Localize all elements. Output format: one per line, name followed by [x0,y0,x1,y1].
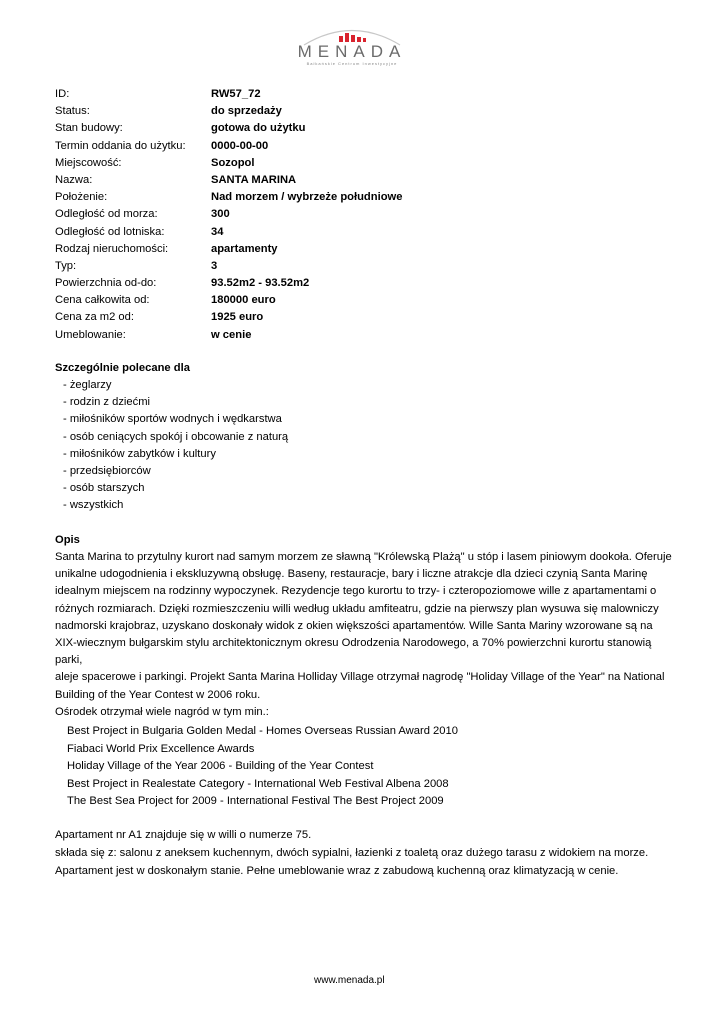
logo-subtitle: Bałkańskie Centrum Inwestycyjne [306,61,398,66]
property-table [55,86,402,344]
property-row [55,309,402,326]
detail-line: składa się z: salonu z aneksem kuchennym, dwóch sypialni, łazienki z toaletą oraz dużego tarasu z widokiem na morze. [55,847,649,859]
list-item: - osób starszych [63,482,145,495]
description-line: różnych rozmiarach. Dzięki rozmieszczeniu willi według układu amfiteatru, gdzie na pierwszy plan wysuwa się malowniczy [55,602,659,615]
property-label: Odległość od lotniska: [55,225,165,238]
property-row [55,172,402,189]
description-text [55,549,680,721]
property-label: Status: [55,105,90,118]
description-line: idealnym miejscem na rodzinny wypoczynek. Rezydencje tego kurortu to trzy- i czteropoziomowe wille z apartamentami o [55,585,657,598]
property-value: Sozopol [211,156,255,169]
description-line: aleje spacerowe i parkingi. Projekt Santa Marina Holliday Village otrzymał nagrodę "Holiday Village of the Year" na National [55,671,665,684]
description-title: Opis [55,534,80,546]
list-item: - żeglarzy [63,379,112,391]
property-row [55,138,402,155]
property-row [55,292,402,309]
list-item: - rodzin z dziećmi [63,396,151,409]
recommended-list [63,377,288,515]
award-item: Best Project in Realestate Category - International Web Festival Albena 2008 [67,777,449,790]
property-row [55,155,402,172]
recommended-title: Szczególnie polecane dla [55,362,190,374]
list-item: - miłośników sportów wodnych i wędkarstwa [63,413,282,426]
property-value: 1925 euro [211,311,264,324]
menada-logo [290,22,420,72]
property-label: Umeblowanie: [55,328,126,341]
description-line: XIX-wiecznym bułgarskim stylu architektonicznym okresu Odrodzenia Narodowego, a 70% powierzchni kurortu stanowią parki, [55,637,652,667]
property-value: gotowa do użytku [211,122,306,135]
award-item: Fiabaci World Prix Excellence Awards [67,742,255,755]
apartment-details [55,826,648,880]
awards-list [67,723,458,811]
detail-line: Apartament jest w doskonałym stanie. Pełne umeblowanie wraz z zabudową kuchenną oraz klimatyzacją w cenie. [55,865,619,877]
detail-line: Apartament nr A1 znajduje się w willi o numerze 75. [55,829,312,841]
description-line: Building of the Year Contest w 2006 roku. [55,688,261,701]
property-label: Odległość od morza: [55,208,158,221]
property-value: do sprzedaży [211,105,282,118]
description-line: unikalne udogodnienia i ekskluzywną obsługę. Baseny, restauracje, bary i liczne atrakcje dla dzieci czynią Santa Marinę [55,568,648,581]
property-value: 300 [211,208,230,221]
award-item: The Best Sea Project for 2009 - International Festival The Best Project 2009 [67,795,444,807]
property-label: Typ: [55,259,77,272]
property-label: Termin oddania do użytku: [55,139,186,152]
logo-text: MENADA [297,42,407,61]
property-value: 3 [211,259,218,272]
description-line: nadmorski krajobraz, uzyskano doskonały widok z okien większości apartamentów. Wille Santa Mariny wzorowane są na [55,619,653,632]
property-row [55,120,402,137]
property-row [55,327,402,344]
property-value: Nad morzem / wybrzeże południowe [211,191,403,204]
list-item: - przedsiębiorców [63,464,151,477]
property-label: Stan budowy: [55,122,123,135]
property-row [55,275,402,292]
property-value: apartamenty [211,242,278,255]
property-row [55,241,402,258]
property-row [55,86,402,103]
property-label: Powierzchnia od-do: [55,277,157,290]
property-value: 34 [211,225,224,238]
property-row [55,258,402,275]
property-value: SANTA MARINA [211,173,297,186]
property-label: Rodzaj nieruchomości: [55,242,169,255]
award-item: Holiday Village of the Year 2006 - Building of the Year Contest [67,760,374,772]
property-row [55,206,402,223]
property-label: Miejscowość: [55,156,122,169]
property-value: 0000-00-00 [211,139,269,152]
footer-url[interactable]: www.menada.pl [314,975,385,986]
description-line: Santa Marina to przytulny kurort nad samym morzem ze sławną "Królewską Plażą" u stóp i lasem piniowym dookoła. Oferuje [55,551,672,563]
property-label: ID: [55,88,70,100]
property-label: Cena za m2 od: [55,311,134,324]
award-item: Best Project in Bulgaria Golden Medal - Homes Overseas Russian Award 2010 [67,725,458,737]
description-line: Ośrodek otrzymał wiele nagród w tym min.: [55,705,269,718]
property-value: RW57_72 [211,88,261,100]
property-label: Cena całkowita od: [55,294,150,307]
property-row [55,224,402,241]
property-row [55,103,402,120]
property-value: 180000 euro [211,294,276,307]
list-item: - wszystkich [63,499,124,512]
property-row [55,189,402,206]
list-item: - osób ceniących spokój i obcowanie z naturą [63,430,289,443]
list-item: - miłośników zabytków i kultury [63,447,216,460]
property-value: 93.52m2 - 93.52m2 [211,277,310,290]
property-value: w cenie [211,328,252,341]
property-label: Położenie: [55,191,108,204]
property-label: Nazwa: [55,173,93,186]
